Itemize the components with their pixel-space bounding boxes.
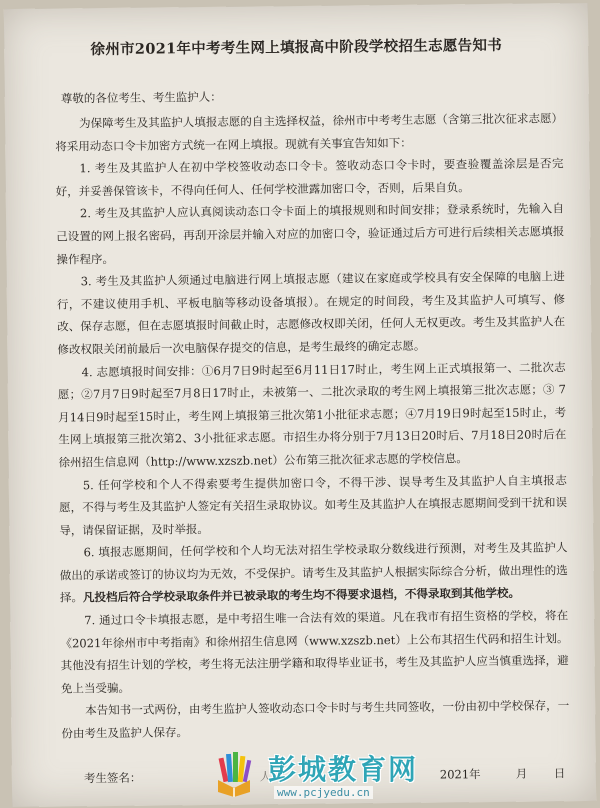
paragraph-item-6-bold: 凡投档后符合学校录取条件并已被录取的考生均不得要求退档，不得录取到其他学校。 [82,586,521,605]
paragraph-closing: 本告知书一式两份，由考生监护人签收动态口令卡时与考生共同签收，一份由初中学校保存，一份由考生及监护人保存。 [61,698,570,741]
paragraph-item-4: 4. 志愿填报时间安排：①6月7日9时起至6月11日17时止，考生网上正式填报第一、二批次志愿；②7月7日9时起至7月8日17时止，未被第一、二批次录取的考生网上填报第三批次志愿；③ 7月14日9时起至15时止，考生网上填报第三批次第1小批征求志愿；④7月19日9时起至15时止，考生网上填报第三批次第2、3小批征求志愿。市招生办将分别于7月13日20时后、7月18日20时后在徐州招生信息网（http://www.xzszb.net）公布第三批次征求志愿的学校信息。 [57,359,567,470]
book-logo-icon [212,750,256,798]
paragraph-item-3: 3. 考生及其监护人须通过电脑进行网上填报志愿（建议在家庭或学校具有安全保障的电脑上进行，不建议使用手机、平板电脑等移动设备填报）。在规定的时间段，考生及其监护人可填写、修改、保存志愿，但在志愿填报时间截止时，志愿修改权即关闭，任何人无权更改。考生及其监护人在修改权限关闭前最后一次电脑保存提交的信息，是考生最终的确定志愿。 [56,269,566,357]
notice-document [4,3,596,807]
watermark-site-name: 彭城教育网 [268,753,419,786]
paragraph-item-6-text: 6. 填报志愿期间，任何学校和个人均无法对招生学校录取分数线进行预测，对考生及其监护人做出的承诺或签订的协议均为无效，不受保护。请考生及其监护人根据实际综合分析，做出理性的选择。 [59,540,568,605]
date-day: 日 [553,766,566,781]
paragraph-item-6 [59,536,568,609]
document-body [55,107,570,745]
date-year: 2021年 [439,767,481,782]
watermark-url: www.pcjyedu.cn [274,786,373,799]
paragraph-item-5: 5. 任何学校和个人不得索要考生提供加密口令，不得干涉、误导考生及其监护人自主填报志愿，不得与考生及其监护人签定有关招生录取协议。如考生及其监护人在填报志愿期间受到干扰和误导，请保留证据，及时举报。 [58,472,568,538]
student-signature-label: 考生签名： [83,770,142,786]
paragraph-item-1: 1. 考生及其监护人在初中学校签收动态口令卡。签收动态口令卡时，要查验覆盖涂层是否完好，并妥善保管该卡，不得向任何人、任何学校泄露加密口令，否则，后果自负。 [55,156,564,199]
paragraph-intro: 为保障考生及其监护人填报志愿的自主选择权益，徐州市中考考生志愿（含第三批次征求志愿）将采用动态口令卡加密方式统一在网上填报。现就有关事宜告知如下： [55,111,564,154]
guardian-signature-fragment: 人 [259,769,272,784]
document-title: 徐州市2021年中考考生网上填报高中阶段学校招生志愿告知书 [90,36,503,59]
paragraph-item-7: 7. 通过口令卡填报志愿，是中考招生唯一合法有效的渠道。凡在我市有招生资格的学校，将在《2021年徐州市中考指南》和徐州招生信息网（www.xzszb.net）上公布其招生代码和招生计划。其他没有招生计划的学校，考生将无法注册学籍和取得毕业证书，考生及其监护人应当慎重选择，避免上当受骗。 [60,608,569,696]
date-month: 月 [515,766,528,781]
paragraph-item-2: 2. 考生及其监护人应认真阅读动态口令卡面上的填报规则和时间安排；登录系统时，先输入自己设置的网上报名密码，再刮开涂层并输入对应的加密口令，验证通过后方可进行后续相关志愿填报操作程序。 [56,201,565,267]
site-watermark [212,746,512,804]
greeting: 尊敬的各位考生、考生监护人： [60,89,222,106]
